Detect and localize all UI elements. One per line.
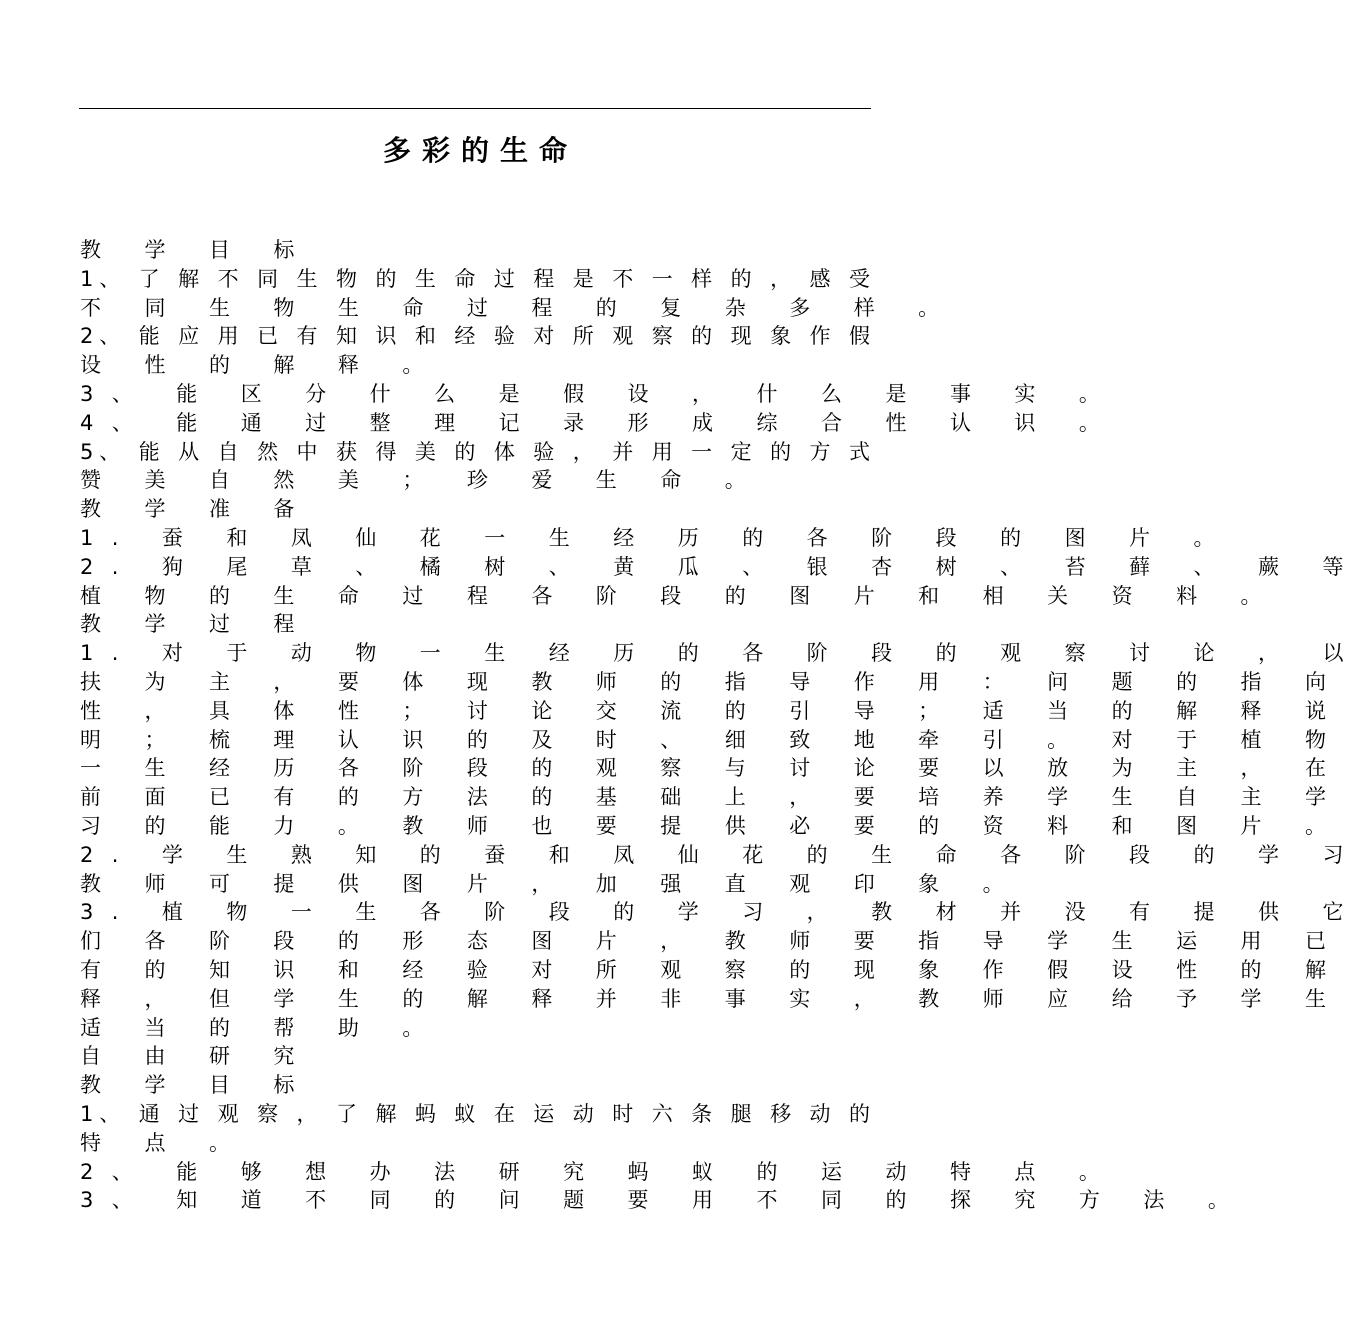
text-line: 2、 能 应 用 已 有 知 识 和 经 验 对 所 观 察 的 现 象 作 假 [80,324,870,349]
text-line: 明 ； 梳 理 认 识 的 及 时 、 细 致 地 牵 引 。 对 于 植 物 [80,727,1345,752]
text-line: 习 的 能 力 。 教 师 也 要 提 供 必 要 的 资 料 和 图 片 。 [80,813,1345,838]
text-line: 5、 能 从 自 然 中 获 得 美 的 体 验 ， 并 用 一 定 的 方 式 [80,439,870,464]
text-line: 3、 知 道 不 同 的 问 题 要 用 不 同 的 探 究 方 法 。 [80,1188,1248,1213]
text-line: 性 ， 具 体 性 ； 讨 论 交 流 的 引 导 ； 适 当 的 解 释 说 [80,698,1345,723]
text-line: 1. 蚕 和 凤 仙 花 一 生 经 历 的 各 阶 段 的 图 片 。 [80,525,1233,550]
text-line: 教 学 过 程 [80,612,313,637]
header-rule [79,108,871,109]
text-line: 赞 美 自 然 美 ； 珍 爱 生 命 。 [80,468,765,493]
text-line: 释 ， 但 学 生 的 解 释 并 非 事 实 ， 教 师 应 给 予 学 生 [80,986,1345,1011]
text-line: 2、 能 够 想 办 法 研 究 蚂 蚁 的 运 动 特 点 。 [80,1159,1119,1184]
text-line: 教 学 准 备 [80,497,313,522]
text-line: 3、 能 区 分 什 么 是 假 设 ， 什 么 是 事 实 。 [80,381,1119,406]
text-line: 扶 为 主 ， 要 体 现 教 师 的 指 导 作 用 ： 问 题 的 指 向 [80,669,1345,694]
text-line: 设 性 的 解 释 。 [80,353,442,378]
text-line: 适 当 的 帮 助 。 [80,1015,442,1040]
document-body [80,236,1362,1215]
text-line: 前 面 已 有 的 方 法 的 基 础 上 ， 要 培 养 学 生 自 主 学 [80,785,1345,810]
text-line: 教 学 目 标 [80,1073,313,1098]
text-line: 特 点 。 [80,1130,249,1155]
text-line: 1、 通 过 观 察 ， 了 解 蚂 蚁 在 运 动 时 六 条 腿 移 动 的 [80,1101,870,1126]
text-line: 不 同 生 物 生 命 过 程 的 复 杂 多 样 。 [80,295,958,320]
text-line: 2. 学 生 熟 知 的 蚕 和 凤 仙 花 的 生 命 各 阶 段 的 学 习 [80,842,1362,867]
text-line: 3. 植 物 一 生 各 阶 段 的 学 习 ， 教 材 并 没 有 提 供 它 [80,900,1362,925]
text-line: 植 物 的 生 命 过 程 各 阶 段 的 图 片 和 相 关 资 料 。 [80,583,1280,608]
text-line: 2. 狗 尾 草 、 橘 树 、 黄 瓜 、 银 杏 树 、 苔 藓 、 蕨 等 [80,554,1362,579]
text-line: 教 师 可 提 供 图 片 ， 加 强 直 观 印 象 。 [80,871,1023,896]
text-line: 4、 能 通 过 整 理 记 录 形 成 综 合 性 认 识 。 [80,410,1119,435]
text-line: 教 学 目 标 [80,238,313,262]
text-line: 们 各 阶 段 的 形 态 图 片 ， 教 师 要 指 导 学 生 运 用 已 [80,929,1345,954]
text-line: 1、 了 解 不 同 生 物 的 生 命 过 程 是 不 一 样 的 ， 感 受 [80,266,870,291]
text-line: 一 生 经 历 各 阶 段 的 观 察 与 讨 论 要 以 放 为 主 ， 在 [80,756,1345,781]
text-line: 自 由 研 究 [80,1044,313,1069]
text-line: 有 的 知 识 和 经 验 对 所 观 察 的 现 象 作 假 设 性 的 解 [80,957,1345,982]
page-title: 多彩的生命 [382,134,578,167]
text-line: 1. 对 于 动 物 一 生 经 历 的 各 阶 段 的 观 察 讨 论 ， 以 [80,641,1362,666]
